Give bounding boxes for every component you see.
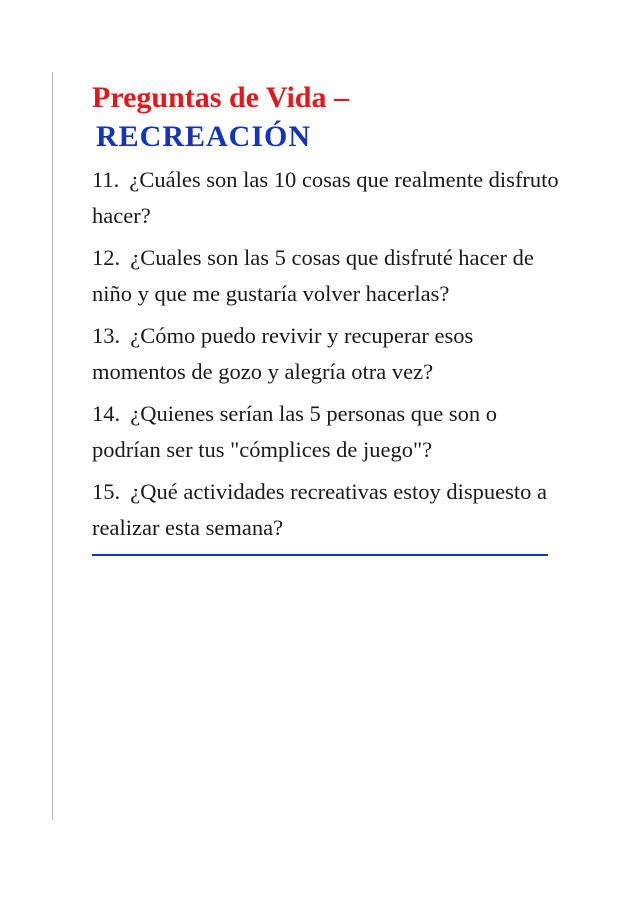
question-number: 12.: [92, 245, 121, 270]
question-item: [92, 318, 562, 390]
question-number: 13.: [92, 323, 121, 348]
question-item: [92, 162, 562, 234]
question-number: 11.: [92, 167, 120, 192]
page-title: Preguntas de Vida –: [92, 81, 349, 114]
question-text: ¿Cómo puedo revivir y recuperar esos momentos de gozo y alegría otra vez?: [92, 323, 474, 384]
question-text: ¿Quienes serían las 5 personas que son o podrían ser tus "cómplices de juego"?: [92, 401, 498, 462]
question-item: [92, 396, 562, 468]
bottom-divider: [92, 554, 548, 556]
question-number: 14.: [92, 401, 121, 426]
question-text: ¿Cuáles son las 10 cosas que realmente disfruto hacer?: [92, 167, 559, 228]
question-item: [92, 474, 562, 546]
question-item: [92, 240, 562, 312]
left-margin-rule: [52, 72, 53, 820]
document-content: [92, 78, 562, 556]
question-text: ¿Qué actividades recreativas estoy dispuesto a realizar esta semana?: [92, 479, 547, 540]
question-text: ¿Cuales son las 5 cosas que disfruté hacer de niño y que me gustaría volver hacerlas?: [92, 245, 534, 306]
question-number: 15.: [92, 479, 121, 504]
page-subtitle: RECREACIÓN: [96, 120, 312, 153]
